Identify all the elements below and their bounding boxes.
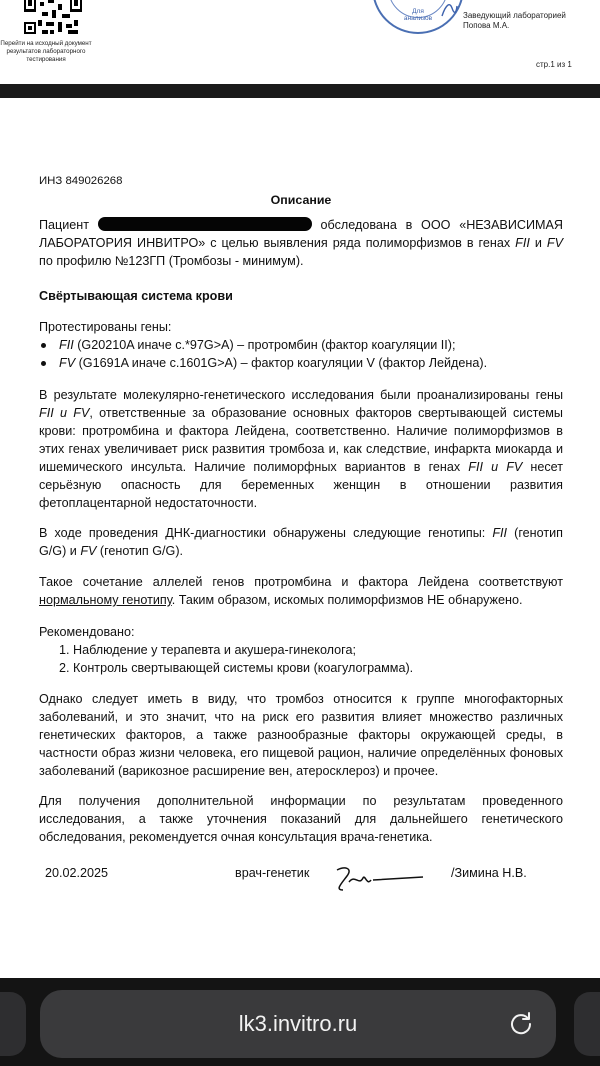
signature-row xyxy=(39,860,563,900)
reload-icon[interactable] xyxy=(506,1009,536,1039)
result-paragraph: В результате молекулярно-генетического исследования были проанализированы гены FII и FV, ответственные за образование основных факторов свертывающей системы крови: протромбина и фактора Лейдена, соответственно. Наличие полиморфизмов в этих генах увеличивает риск развития тромбоза и, как следствие, инфаркта миокарда и ишемического инсульта. Наличие полиморфных вариантов в генах FII и FV несет серьёзную опасность для беременных женщин в отношении развития фетоплацентарной недостаточности. xyxy=(39,388,563,510)
list-item: FII (G20210A иначе c.*97G>A) – протромбин (фактор коагуляции II); xyxy=(39,336,563,354)
recommendations xyxy=(39,623,563,677)
report-date: 20.02.2025 xyxy=(45,866,109,880)
document-title: Описание xyxy=(270,193,332,207)
doctor-name: /Зимина Н.В. xyxy=(451,866,527,880)
tested-label: Протестированы гены: xyxy=(39,320,172,334)
address-bar[interactable] xyxy=(40,990,556,1058)
doctor-role: врач-генетик xyxy=(235,866,310,880)
page-break-bar xyxy=(0,84,600,98)
order-number: ИНЗ 849026268 xyxy=(39,175,123,187)
browser-toolbar xyxy=(0,978,600,1066)
next-tab[interactable] xyxy=(574,992,600,1056)
consult-paragraph: Для получения дополнительной информации по результатам проведенного исследования, а также уточнения показаний для дальнейшего генетического обследования, рекомендуется очная консультация врача-генетика. xyxy=(39,794,563,844)
head-of-lab: Заведующий лабораторией Попова М.А. xyxy=(463,11,566,30)
section-title: Свёртывающая система крови xyxy=(39,289,233,303)
previous-tab[interactable] xyxy=(0,992,26,1056)
head-signature xyxy=(440,0,458,20)
qr-code[interactable] xyxy=(22,0,84,36)
doctor-signature xyxy=(331,860,427,898)
list-item: 1. Наблюдение у терапевта и акушера-гинеколога; xyxy=(59,643,356,657)
qr-caption: Перейти на исходный документ результатов лабораторного тестирования xyxy=(0,40,92,63)
lab-stamp: Для анализов xyxy=(372,0,464,34)
page-number: стр.1 из 1 xyxy=(536,60,572,69)
conclusion-paragraph: Такое сочетание аллелей генов протромбина и фактора Лейдена соответствуют нормальному генотипу. Таким образом, искомых полиморфизмов НЕ обнаружено. xyxy=(39,575,563,607)
list-item: FV (G1691A иначе c.1601G>A) – фактор коагуляции V (фактор Лейдена). xyxy=(39,354,563,372)
list-item: 2. Контроль свертывающей системы крови (коагулограмма). xyxy=(59,661,414,675)
tested-genes xyxy=(39,318,563,372)
recommended-label: Рекомендовано: xyxy=(39,625,135,639)
intro-paragraph: Пациент обследована в ООО «НЕЗАВИСИМАЯ ЛАБОРАТОРИЯ ИНВИТРО» с целью выявления ряда полиморфизмов в генах FII и FV по профилю №123ГП (Тромбозы - минимум). xyxy=(39,218,564,268)
dna-paragraph: В ходе проведения ДНК-диагностики обнаружены следующие генотипы: FII (генотип G/G) и FV (генотип G/G). xyxy=(39,526,563,558)
url-text[interactable]: lk3.invitro.ru xyxy=(238,1011,358,1036)
note-paragraph: Однако следует иметь в виду, что тромбоз относится к группе многофакторных заболеваний, и это значит, что на риск его развития влияет множество различных генетических факторов, а также разнообразные факторы окружающей среды, в частности образ жизни человека, его пищевой рацион, наличие определённых фоновых заболеваний (варикозное расширение вен, атеросклероз) и прочее. xyxy=(39,692,563,778)
redacted-name xyxy=(98,217,312,231)
previous-page-fragment xyxy=(0,0,600,84)
